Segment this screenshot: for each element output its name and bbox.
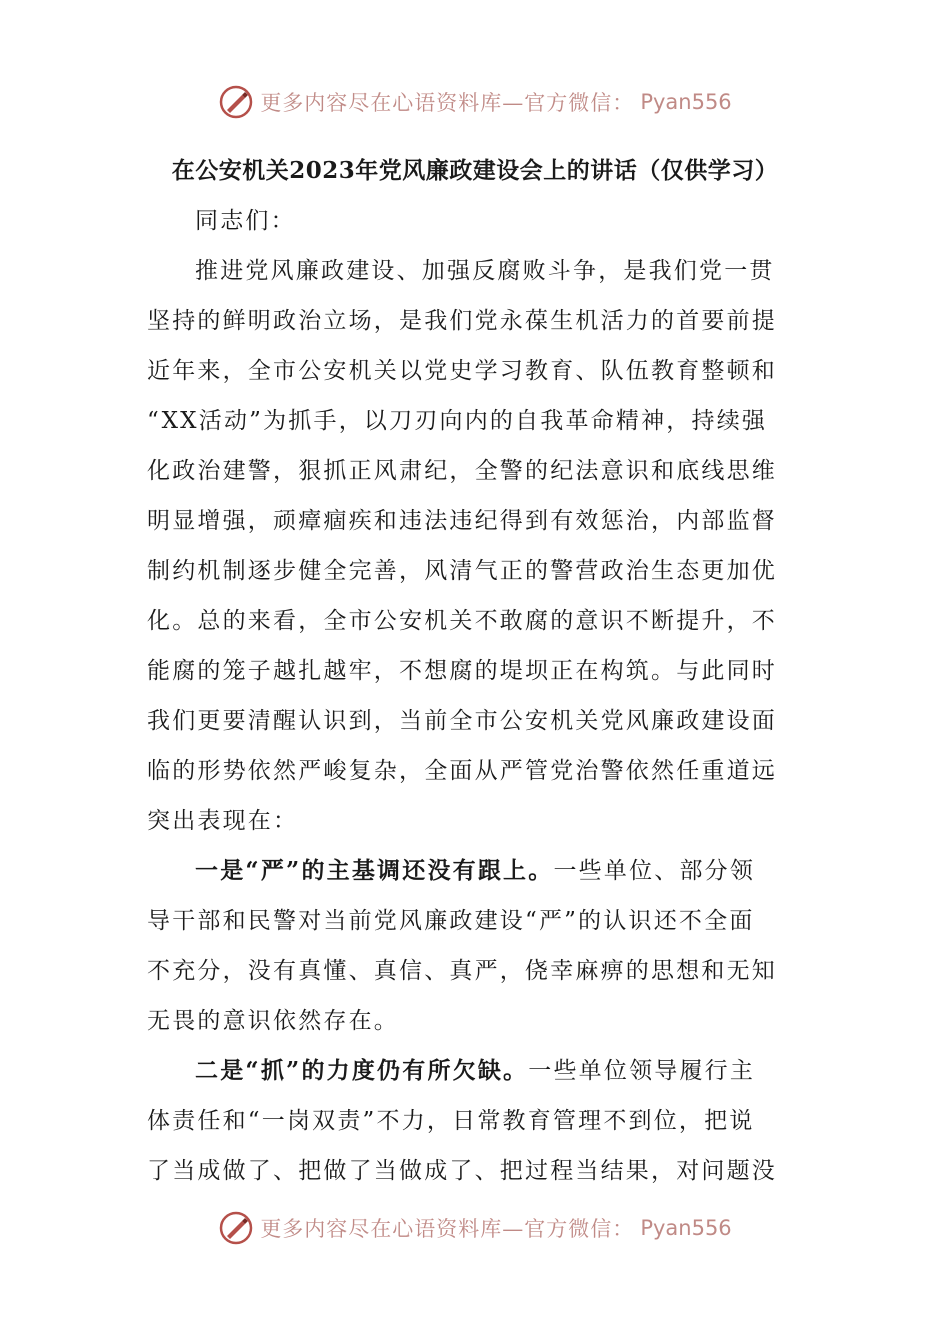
paragraph-line: 不充分，没有真懂、真信、真严，侥幸麻痹的思想和无知 xyxy=(147,958,777,984)
paragraph-line: 化政治建警，狠抓正风肃纪，全警的纪法意识和底线思维 xyxy=(147,458,777,484)
paragraph-line: 我们更要清醒认识到，当前全市公安机关党风廉政建设面 xyxy=(147,708,777,734)
paragraph-line: 突出表现在： xyxy=(147,808,299,834)
paragraph-line: 近年来，全市公安机关以党史学习教育、队伍教育整顿和 xyxy=(147,358,777,384)
document-body xyxy=(147,196,807,1196)
watermark-wechat-id: Pyan556 xyxy=(640,1216,732,1240)
point-two-text: 一些单位领导履行主 xyxy=(528,1058,756,1084)
paragraph-line: 明显增强，顽瘴痼疾和违法违纪得到有效惩治，内部监督 xyxy=(147,508,777,534)
pen-logo-icon xyxy=(218,1210,254,1246)
document-title: 在公安机关2023年党风廉政建设会上的讲话（仅供学习） xyxy=(171,157,779,184)
watermark-bottom xyxy=(0,1210,950,1246)
watermark-text: 更多内容尽在心语资料库—官方微信： xyxy=(260,1217,635,1241)
point-one-text: 一些单位、部分领 xyxy=(553,858,756,884)
paragraph-line: 体责任和“一岗双责”不力，日常教育管理不到位，把说 xyxy=(147,1108,755,1134)
paragraph-line: 无畏的意识依然存在。 xyxy=(147,1008,399,1034)
point-two-heading: 二是“抓”的力度仍有所欠缺。 xyxy=(195,1057,529,1084)
paragraph-line: 了当成做了、把做了当做成了、把过程当结果，对问题没 xyxy=(147,1158,777,1184)
point-one-heading: 一是“严”的主基调还没有跟上。 xyxy=(195,857,554,884)
point-two-first-line xyxy=(147,1046,807,1096)
paragraph-line: 能腐的笼子越扎越牢，不想腐的堤坝正在构筑。与此同时 xyxy=(147,658,777,684)
paragraph-line: 坚持的鲜明政治立场，是我们党永葆生机活力的首要前提 xyxy=(147,308,777,334)
paragraph-line: 制约机制逐步健全完善，风清气正的警营政治生态更加优 xyxy=(147,558,777,584)
paragraph-line: 导干部和民警对当前党风廉政建设“严”的认识还不全面 xyxy=(147,908,755,934)
watermark-top xyxy=(0,84,950,120)
paragraph-line: “XX活动”为抓手，以刀刃向内的自我革命精神，持续强 xyxy=(147,408,768,434)
paragraph-line: 推进党风廉政建设、加强反腐败斗争，是我们党一贯 xyxy=(195,258,775,284)
watermark-wechat-id: Pyan556 xyxy=(640,90,732,114)
watermark-text: 更多内容尽在心语资料库—官方微信： xyxy=(260,91,635,115)
pen-logo-icon xyxy=(218,84,254,120)
point-one-first-line xyxy=(147,846,807,896)
salutation: 同志们： xyxy=(195,208,296,234)
paragraph-line: 临的形势依然严峻复杂，全面从严管党治警依然任重道远 xyxy=(147,758,777,784)
paragraph-line: 化。总的来看，全市公安机关不敢腐的意识不断提升，不 xyxy=(147,608,777,634)
